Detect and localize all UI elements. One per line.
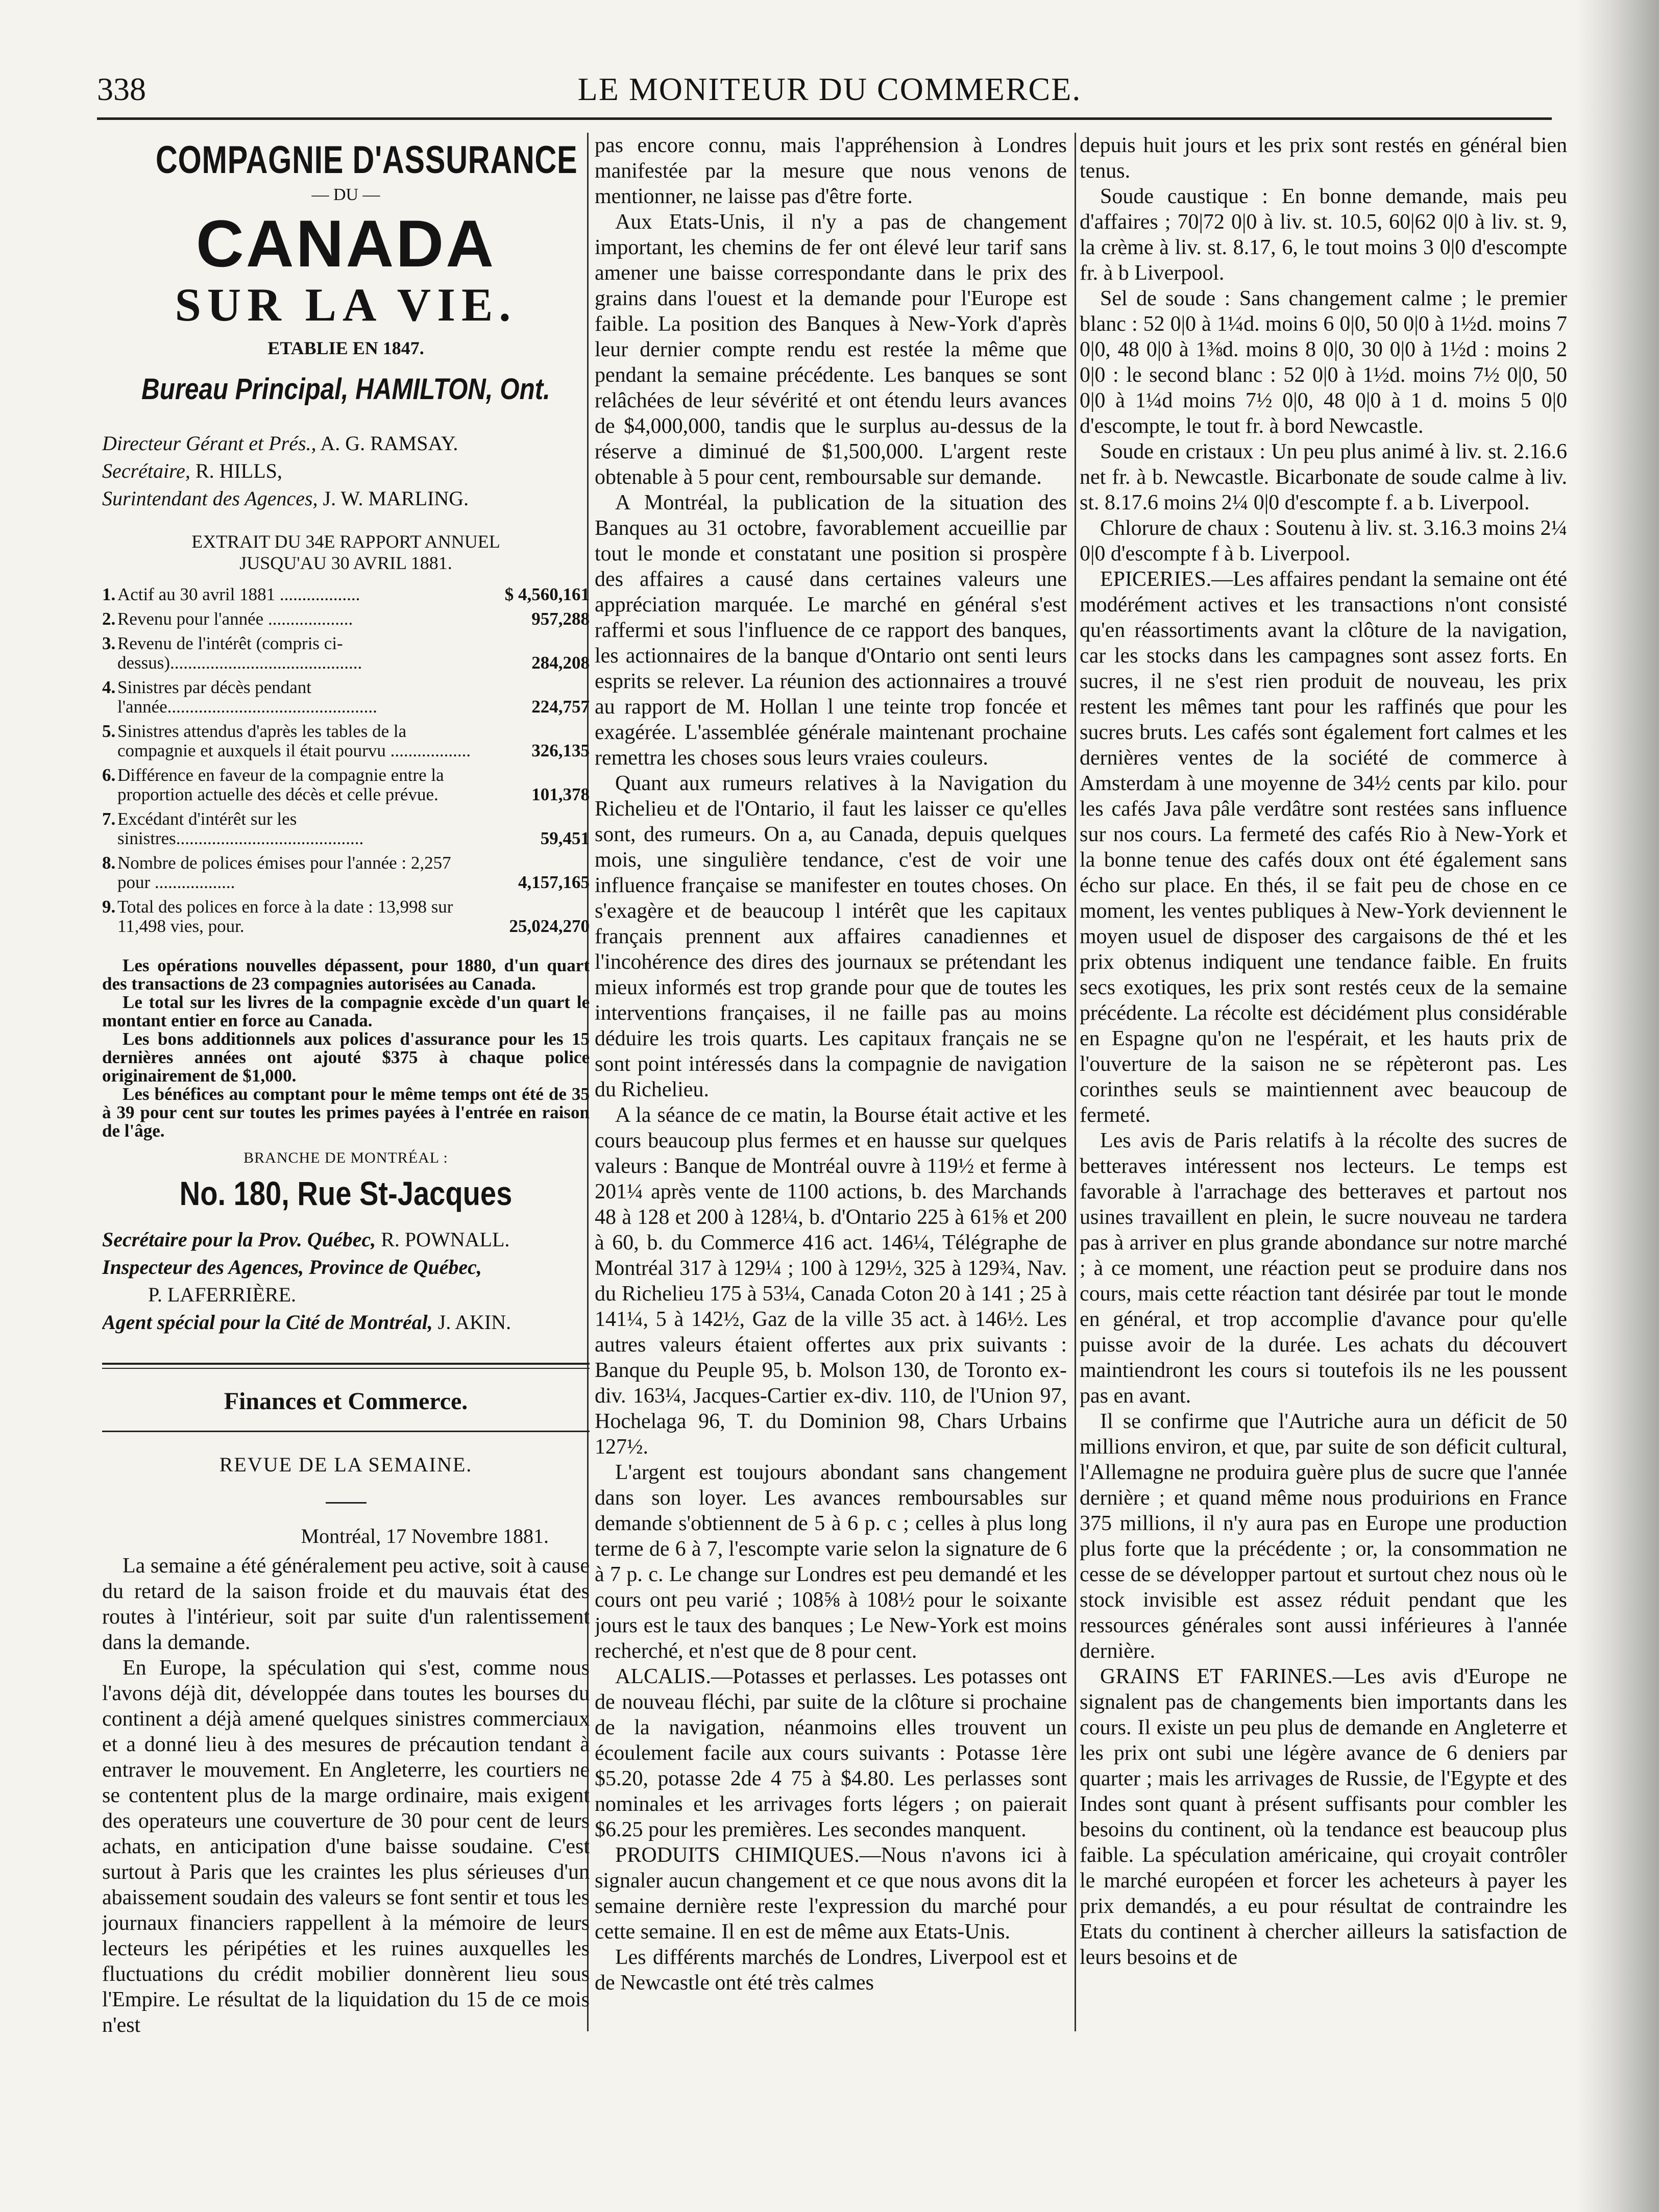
extract-row: 9. Total des polices en force à la date : 13,998 sur 11,498 vies, pour. 25,024,270: [102, 897, 590, 936]
ad-du: — DU —: [311, 185, 380, 204]
page-edge-shadow: [1577, 0, 1659, 2212]
officer-line: Secrétaire, R. HILLS,: [102, 459, 282, 482]
header-rule: [97, 117, 1552, 120]
ops-note: Les bons additionnels aux polices d'assurance pour les 15 dernières années ont ajouté $375 à chaque police originairement de $1,000.: [102, 1029, 590, 1086]
ad-canada: CANADA: [196, 206, 496, 281]
extract-row: 5. Sinistres attendus d'après les tables de la compagnie et auxquels il était pourvu .................. 326,135: [102, 721, 590, 760]
ad-sur-la-vie: SUR LA VIE.: [175, 279, 517, 331]
ad-established: ETABLIE EN 1847.: [267, 338, 424, 358]
ad-agents: [102, 1226, 590, 1336]
article-paragraph: depuis huit jours et les prix sont restés en général bien tenus.: [1080, 134, 1567, 183]
extract-row: 6. Différence en faveur de la compagnie entre la proportion actuelle des décès et celle prévue. 101,378: [102, 765, 590, 804]
article-dateline: Montréal, 17 Novembre 1881.: [301, 1525, 549, 1547]
extract-row: 7. Excédant d'intérêt sur les sinistres.......................................... 59,451: [102, 809, 590, 848]
article-paragraph: EPICERIES.—Les affaires pendant la semaine ont été modérément actives et les transactions n'ont consisté qu'en réassortiments avant la clôture de la navigation, car les stocks dans les campagnes sont assez forts. En sucres, il ne s'est rien produit de nouveau, les prix restent les mêmes tant pour les raffinés que pour les sucres bruts. Les cafés sont également fort calmes et les dernières ventes de la société de commerce à Amsterdam à une moyenne de 34½ cents par kilo. pour les cafés Java pâle verdâtre sont restées sans influence sur nos cours. La fermeté des cafés Rio à New-York et la bonne tenue des cafés doux ont été également sans écho sur place. En thés, il se fait peu de chose en ce moment, les ventes publiques à New-York deviennent le moyen usuel de disposer des cargaisons de thé et les prix obtenus indiquent une tendance faible. En fruits secs exotiques, les prix sont restés ceux de la semaine précédente. La récolte est décidément plus considérable en Espagne qu'on ne l'espérait, et les hauts prix de l'ouverture de la saison ne se répèteront pas. Les corinthes seuls se maintiennent avec beaucoup de fermeté.: [1080, 568, 1567, 1127]
officer-line: Directeur Gérant et Prés., A. G. RAMSAY.: [102, 432, 458, 455]
branch-address: No. 180, Rue St-Jacques: [179, 1174, 513, 1212]
article-paragraph: Il se confirme que l'Autriche aura un déficit de 50 millions environ, et que, par suite de son déficit cultural, l'Allemagne ne produira guère plus de sucre que l'année dernière ; et quand même nous produirions en France 375 millions, il n'y aura pas en Europe une production plus forte que la précédente ; or, la consommation ne cesse de se développer partout et surtout chez nous où le stock invisible est assez réduit pendant que les ressources générales sont aussi inférieures à l'année dernière.: [1080, 1410, 1567, 1663]
extract-row: 3. Revenu de l'intérêt (compris ci-dessus)........................................... 284,208: [102, 633, 590, 673]
ad-head-office: Bureau Principal, HAMILTON, Ont.: [141, 373, 550, 406]
article-paragraph: Les différents marchés de Londres, Liverpool est et de Newcastle ont été très calmes: [595, 1946, 1067, 1995]
article-paragraph: A la séance de ce matin, la Bourse était active et les cours beaucoup plus fermes et en hausse sur quelques valeurs : Banque de Montréal ouvre à 119½ et ferme à 201¼ après vente de 1100 actions, b. des Marchands 48 à 128 et 200 à 128¼, b. d'Ontario 225 à 61⅝ et 200 à 60, b. du Commerce 416 act. 146¼, Télégraphe de Montréal 317 à 129¼ ; 100 à 129½, 325 à 129¾, Nav. du Richelieu 175 à 53¼, Canada Coton 20 à 141 ; 25 à 141¼, 5 à 142½, Gaz de la ville 35 act. à 146½. Les autres valeurs étaient offertes aux prix suivants : Banque du Peuple 95, b. Molson 130, de Toronto ex-div. 163¼, Jacques-Cartier ex-div. 110, de l'Union 97, Hochelaga 96, T. du Dominion 98, Chars Urbains 127½.: [595, 1103, 1067, 1459]
column-divider-2: [1075, 133, 1076, 2031]
heading-rule: [326, 1502, 367, 1504]
article-paragraph: En Europe, la spéculation qui s'est, comme nous l'avons déjà dit, développée dans toutes les bourses du continent a déjà amené quelques sinistres commerciaux et a donné lieu à des mesures de précaution tendant à entraver le mouvement. En Angleterre, les courtiers ne se contentent plus de la marge ordinaire, mais exigent des operateurs une couverture de 30 pour cent de leurs achats, en anticipation d'une baisse soudaine. C'est surtout à Paris que les craintes les plus sérieuses d'un abaissement soudain des valeurs se font sentir et tous les journaux financiers rappellent à la mémoire de leurs lecteurs les péripéties et les ruines auxquelles les fluctuations du crédit mobilier donnèrent lieu sous l'Empire. Le résultat de la liquidation du 15 de ce mois n'est: [102, 1656, 590, 2037]
ops-note: Les opérations nouvelles dépassent, pour 1880, d'un quart des transactions de 23 compagnies autorisées au Canada.: [102, 955, 590, 994]
page-number: 338: [97, 71, 146, 107]
article-paragraph: Les avis de Paris relatifs à la récolte des sucres de betteraves intéressent nos lecteurs. Le temps est favorable à l'arrachage des betteraves et partout nos usines travaillent en plein, le sucre nouveau ne tardera pas à arriver en plus grande abondance sur notre marché ; à ce moment, une réaction peut se produire dans nos cours, mais cette réaction tant désirée par tout le monde en général, et trop accomplie d'avance pour qu'elle puisse avoir de la durée. Les achats du découvert maintiendront les cours si toutefois ils ne les poussent pas en avant.: [1080, 1129, 1567, 1408]
article-heading: REVUE DE LA SEMAINE.: [219, 1453, 473, 1476]
article-paragraph: Aux Etats-Unis, il n'y a pas de changement important, les chemins de fer ont élevé leur tarif sans amener une baisse correspondante dans le prix des grains dans l'ouest et la demande pour l'Europe est faible. La position des Banques à New-York d'après leur dernier compte rendu est restée la même que pendant la semaine précédente. Les banques se sont relâchées de leur sévérité et ont étendu leurs avances de $4,000,000, tandis que le surplus au-dessus de la réserve a diminué de $1,500,000. L'argent reste obtenable à 5 pour cent, remboursable sur demande.: [595, 210, 1067, 489]
ad-officers: [102, 430, 590, 512]
ad-operations-notes: [102, 956, 590, 1140]
branch-label: BRANCHE DE MONTRÉAL :: [243, 1149, 448, 1166]
agent-line: Inspecteur des Agences, Province de Québec,: [102, 1256, 482, 1279]
article-paragraph: A Montréal, la publication de la situation des Banques au 31 octobre, favorablement accueillie par tout le monde et constatant une position si prospère des affaires a causé dans certaines valeurs une appréciation marquée. Le marché en général s'est raffermi et sous l'influence de ce rapport des banques, les actionnaires de la banque d'Ontario ont senti leurs esprits se relever. La réunion des actionnaires a trouvé au rapport de M. Hollan l une teinte trop foncée et exagérée. L'assemblée générale maintenant prochaine remettra les choses sous leurs vraies couleurs.: [595, 491, 1067, 770]
extract-title: EXTRAIT DU 34E RAPPORT ANNUEL JUSQU'AU 30 AVRIL 1881.: [191, 531, 500, 573]
article-paragraph: PRODUITS CHIMIQUES.—Nous n'avons ici à signaler aucun changement et ce que nous avons dit la semaine dernière reste l'expression du marché pour cette semaine. Il en est de même aux Etats-Unis.: [595, 1844, 1067, 1944]
agent-line: Secrétaire pour la Prov. Québec, R. POWNALL.: [102, 1228, 510, 1251]
masthead-title: LE MONITEUR DU COMMERCE.: [577, 71, 1082, 107]
extract-row: 4. Sinistres par décès pendant l'année............................................... 224,757: [102, 677, 590, 717]
extract-row: 2. Revenu pour l'année ................... 957,288: [102, 609, 590, 629]
section-title: Finances et Commerce.: [224, 1388, 468, 1415]
officer-line: Surintendant des Agences, J. W. MARLING.: [102, 487, 469, 510]
section-rule: [102, 1431, 590, 1432]
column-2: [595, 133, 1067, 2164]
article-paragraph: GRAINS ET FARINES.—Les avis d'Europe ne signalent pas de changements bien importants dans les cours. Il existe un peu plus de demande en Angleterre et les prix ont subi une légère avance de 6 deniers par quarter ; mais les arrivages de Russie, de l'Egypte et des Indes sont quant à présent suffisants pour combler les besoins du continent, où la tendance est beaucoup plus faible. La spéculation américaine, qui croyait contrôler le marché européen et forcer les acheteurs à payer les prix demandés, a eu pour résultat de contraindre les Etats du continent à chercher ailleurs la satisfaction de leurs besoins et de: [1080, 1665, 1567, 1969]
article-paragraph: Sel de soude : Sans changement calme ; le premier blanc : 52 0|0 à 1¼d. moins 6 0|0, 50 0|0 à 1½d. moins 7 0|0, 48 0|0 à 1⅜d. moins 8 0|0, 30 0|0 à 1½d : moins 2 0|0 : le second blanc : 52 0|0 à 1½d. moins 7½ 0|0, 50 0|0 à 1¼d moins 7½ 0|0, 48 0|0 à 1 d. moins 5 0|0 d'escompte, le tout fr. à bord Newcastle.: [1080, 287, 1567, 438]
section-double-rule: [102, 1363, 590, 1369]
article-paragraph: Soude caustique : En bonne demande, mais peu d'affaires ; 70|72 0|0 à liv. st. 10.5, 60|62 0|0 à liv. st. 9, la crème à liv. st. 8.17, 6, le tout moins 3 0|0 d'escompte fr. à b Liverpool.: [1080, 185, 1567, 285]
article-paragraph: L'argent est toujours abondant sans changement dans son loyer. Les avances remboursables sur demande s'obtiennent de 5 à 6 p. c ; celles à plus long terme de 6 à 7, l'escompte varie selon la signature de 6 à 7 p. c. Le change sur Londres est peu demandé et les cours ont peu varié ; 108⅝ à 108½ pour le soixante jours est le taux des banques ; Le New-York est moins recherché, et n'est que de 8 pour cent.: [595, 1461, 1067, 1663]
article-paragraph: ALCALIS.—Potasses et perlasses. Les potasses ont de nouveau fléchi, par suite de la clôture si prochaine de la navigation, néanmoins elles trouvent un écoulement facile aux cours suivants : Potasse 1ère $5.20, potasse 2de 4 75 à $4.80. Les perlasses sont nominales et les arrivages forts légers ; on paierait $6.25 pour les premières. Les secondes manquent.: [595, 1665, 1067, 1841]
extract-row: 8. Nombre de polices émises pour l'année : 2,257 pour .................. 4,157,165: [102, 853, 590, 892]
agent-line: P. LAFERRIÈRE.: [148, 1283, 297, 1306]
extract-table: [102, 585, 590, 936]
agent-line: Agent spécial pour la Cité de Montréal, J. AKIN.: [102, 1311, 511, 1334]
article-paragraph: Chlorure de chaux : Soutenu à liv. st. 3.16.3 moins 2¼ 0|0 d'escompte f à b. Liverpool.: [1080, 517, 1567, 566]
article-paragraph: Soude en cristaux : Un peu plus animé à liv. st. 2.16.6 net fr. à b. Newcastle. Bicarbonate de soude calme à liv. st. 8.17.6 moins 2¼ 0|0 d'escompte f. a b. Liverpool.: [1080, 440, 1567, 514]
article-paragraph: La semaine a été généralement peu active, soit à cause du retard de la saison froide et du mauvais état des routes à l'intérieur, soit par suite d'un ralentissement dans la demande.: [102, 1554, 590, 1654]
ops-note: Le total sur les livres de la compagnie excède d'un quart le montant entier en force au Canada.: [102, 992, 590, 1030]
column-3: [1080, 133, 1567, 2164]
article-paragraph: pas encore connu, mais l'appréhension à Londres manifestée par la mesure que nous venons de mentionner, ne laisse pas d'être forte.: [595, 134, 1067, 208]
column-1: [102, 133, 590, 2123]
article-paragraph: Quant aux rumeurs relatives à la Navigation du Richelieu et de l'Ontario, il faut les laisser ce qu'elles sont, des rumeurs. On a, au Canada, depuis quelques mois, une singulière tendance, c'est de voir une influence française se manifester en toutes choses. On s'exagère et de beaucoup l intérêt que les capitaux français prennent aux affaires canadiennes et l'incohérence des dires des journaux se prétendant les mieux informés est trop grande pour que de toutes les interventions françaises, il ne faille pas au moins déduire les trois quarts. Les capitaux français ne se sont point intéressés dans la compagnie de navigation du Richelieu.: [595, 772, 1067, 1101]
ops-note: Les bénéfices au comptant pour le même temps ont été de 35 à 39 pour cent sur toutes les primes payées à l'entrée en raison de l'âge.: [102, 1084, 590, 1141]
extract-row: 1. Actif au 30 avril 1881 .................. $ 4,560,161: [102, 584, 590, 604]
ad-title: COMPAGNIE D'ASSURANCE: [156, 138, 578, 182]
